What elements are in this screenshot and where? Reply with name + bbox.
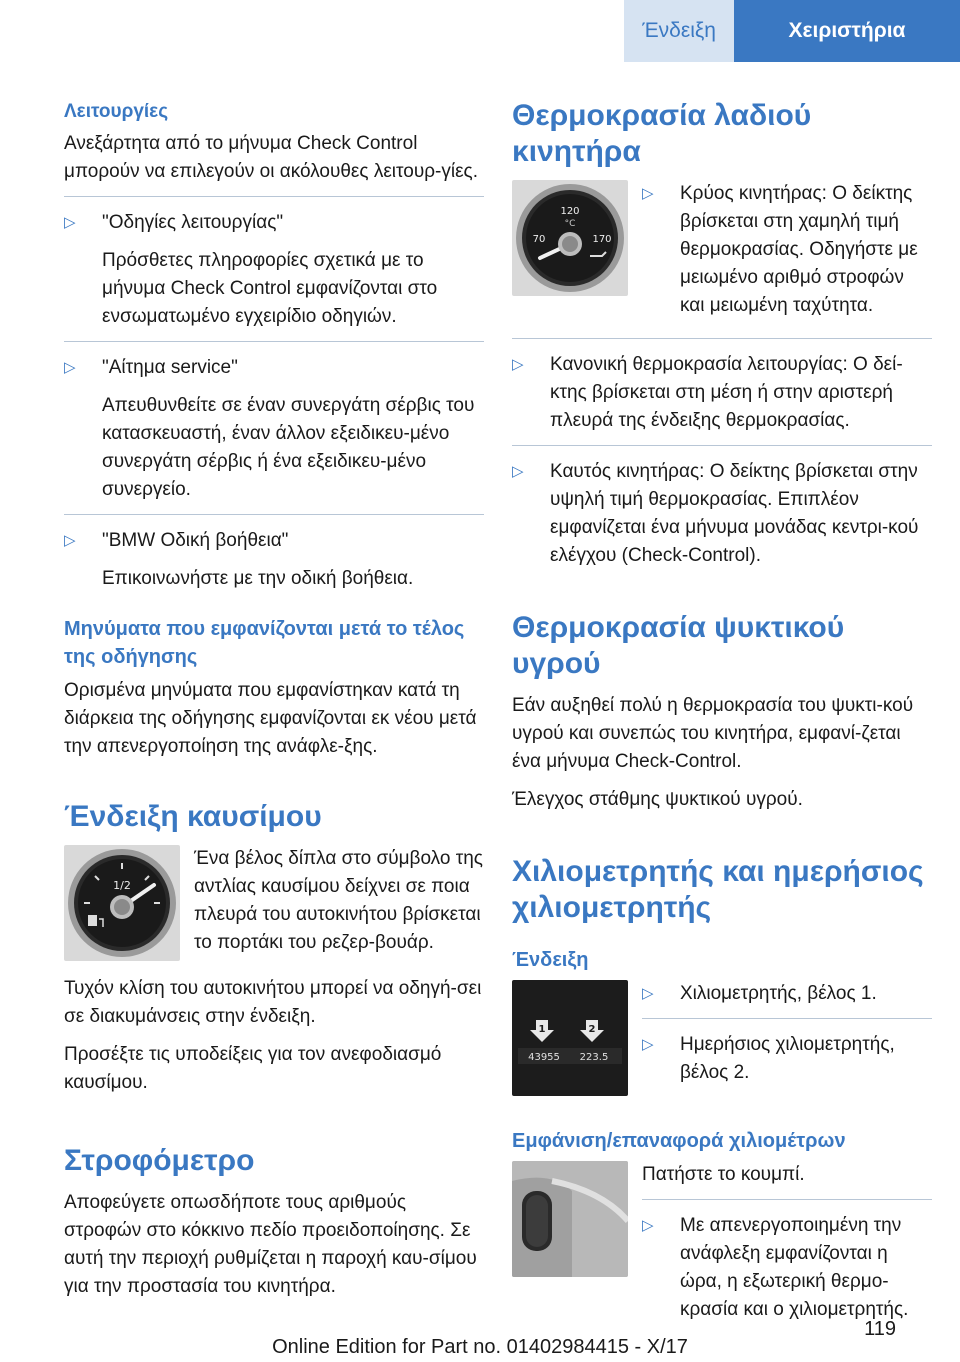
odometer-heading: Χιλιομετρητής και ημερήσιος χιλιομετρητής [512,855,924,924]
coolant-heading: Θερμοκρασία ψυκτικού υγρού [512,611,845,680]
divider [642,1018,932,1019]
coolant-p1: Εάν αυξηθεί πολύ η θερμοκρασία του ψυκτι‐κού υγρού και συνεπώς του κινητήρα, εμφανί‐ζεται ένα μήνυμα Check-Control. [512,695,914,772]
tachometer-heading: Στροφόμετρο [64,1144,255,1177]
end-messages-heading: Μηνύματα που εμφανίζονται μετά το τέλος της οδήγησης [64,618,465,668]
odometer-button-icon [512,1161,628,1277]
tachometer-text: Αποφεύγετε οπωσδήποτε τους αριθμούς στροφών στο κόκκινο πεδίο προειδοποίησης. Σε αυτή την περιοχή ρυθμίζεται η παροχή καυ‐σίμου για την προστασία του κινητήρα. [64,1192,477,1297]
odometer-display-image [512,980,628,1096]
list-item [642,1031,932,1087]
fuel-figure-text: Ένα βέλος δίπλα στο σύμβολο της αντλίας καυσίμου δείχνει σε ποια πλευρά του αυτοκινήτου βρίσκεται το πορτάκι του ρεζερ‐βουάρ. [194,848,483,953]
list-item-title: "Αίτημα service" [102,357,238,378]
display-heading: Ένδειξη [512,949,589,971]
fuel-gauge-image [64,845,180,961]
list-item-text: Με απενεργοποιημένη την ανάφλεξη εμφανίζονται η ώρα, η εξωτερική θερμο‐κρασία και ο χιλιομετρητής. [680,1215,909,1320]
odometer-figure-row [512,980,932,1097]
list-item [512,458,932,570]
fuel-p1: Τυχόν κλίση του αυτοκινήτου μπορεί να οδηγή‐σει σε διακυμάνσεις στην ένδειξη. [64,978,482,1027]
section-tab[interactable]: Ένδειξη [624,0,734,62]
divider [512,338,932,339]
list-item [64,209,484,331]
triangle-right-icon: ▷ [64,214,76,231]
end-messages-text: Ορισμένα μηνύματα που εμφανίστηκαν κατά τη διάρκεια της οδήγησης εμφανίζονται εκ νέου μετά την απενεργοποίηση της ανάφλε‐ξης. [64,680,477,757]
list-item [64,527,484,593]
functions-heading: Λειτουργίες [64,101,169,122]
divider [64,514,484,515]
list-item [642,180,932,320]
list-item [512,351,932,435]
list-item-text: Χιλιομετρητής, βέλος 1. [680,983,877,1004]
svg-text:43955: 43955 [528,1052,560,1063]
triangle-right-icon: ▷ [642,185,654,202]
odometer-display-icon [512,980,628,1096]
triangle-right-icon: ▷ [512,463,524,480]
triangle-right-icon: ▷ [642,1036,654,1053]
fuel-p2: Προσέξτε τις υποδείξεις για τον ανεφοδιασμό καυσίμου. [64,1044,442,1093]
divider [512,445,932,446]
edition-footer: Online Edition for Part no. 01402984415 - X/17 [272,1336,688,1358]
list-item-title: "Οδηγίες λειτουργίας" [102,212,284,233]
triangle-right-icon: ▷ [64,359,76,376]
reset-heading: Εμφάνιση/επαναφορά χιλιομέτρων [512,1130,846,1152]
svg-text:70: 70 [532,234,546,245]
svg-text:170: 170 [592,234,612,245]
coolant-p2: Έλεγχος στάθμης ψυκτικού υγρού. [512,789,803,810]
list-item-text: Κανονική θερμοκρασία λειτουργίας: Ο δεί‐κτης βρίσκεται στη μέση ή στην αριστερή πλευρά της ένδειξης θερμοκρασίας. [550,354,903,431]
triangle-right-icon: ▷ [64,532,76,549]
page-number: 119 [864,1318,896,1340]
reset-figure-row [512,1161,932,1334]
list-item [642,980,932,1008]
list-item-text: Κρύος κινητήρας: Ο δείκτης βρίσκεται στη χαμηλή τιμή θερμοκρασίας. Οδηγήστε με μειωμένο αριθμό στροφών και μειωμένη ταχύτητα. [680,183,918,316]
fuel-heading: Ένδειξη καυσίμου [64,800,322,833]
list-item-text: Καυτός κινητήρας: Ο δείκτης βρίσκεται στην υψηλή τιμή θερμοκρασίας. Επιπλέον εμφανίζεται ένα μήνυμα μονάδας κεντρι‐κού ελέγχου (Check-Control). [550,461,919,566]
right-column [512,98,932,1342]
svg-text:120: 120 [560,206,580,217]
divider [64,341,484,342]
svg-text:223.5: 223.5 [579,1052,609,1063]
svg-text:°C: °C [564,219,576,229]
oil-temp-gauge-icon [512,180,628,296]
chapter-tab[interactable]: Χειριστήρια [734,0,960,62]
svg-text:1: 1 [538,1024,546,1035]
fuel-gauge-icon [64,845,180,961]
reset-intro: Πατήστε το κουμπί. [642,1164,805,1185]
oil-temp-heading: Θερμοκρασία λαδιού κινητήρα [512,99,812,168]
list-item [64,354,484,504]
triangle-right-icon: ▷ [512,356,524,373]
left-column [64,98,484,1311]
page-header [0,0,960,62]
list-item-title: "BMW Οδική βοήθεια" [102,530,289,551]
list-item-text: Πρόσθετες πληροφορίες σχετικά με το μήνυμα Check Control εμφανίζονται στο ενσωματωμένο εγχειρίδιο οδηγιών. [102,250,438,327]
list-item-text: Ημερήσιος χιλιομετρητής, βέλος 2. [680,1034,895,1083]
list-item-text: Επικοινωνήστε με την οδική βοήθεια. [102,568,414,589]
reset-button-image [512,1161,628,1277]
oil-temp-gauge-image [512,180,628,296]
oil-temp-figure-row [512,180,932,330]
fuel-figure-row [64,845,484,967]
list-item [642,1212,932,1324]
svg-text:1/2: 1/2 [113,879,131,892]
list-item-text: Απευθυνθείτε σε έναν συνεργάτη σέρβις του κατασκευαστή, έναν άλλον εξειδικευ‐μένο συνεργάτη σέρβις ή ένα εξειδικευ‐μένο συνεργείο. [102,395,475,500]
triangle-right-icon: ▷ [642,1217,654,1234]
svg-text:2: 2 [588,1024,596,1035]
divider [642,1199,932,1200]
functions-intro: Ανεξάρτητα από το μήνυμα Check Control μπορούν να επιλεγούν οι ακόλουθες λειτουρ‐γίες. [64,133,478,182]
divider [64,196,484,197]
triangle-right-icon: ▷ [642,985,654,1002]
